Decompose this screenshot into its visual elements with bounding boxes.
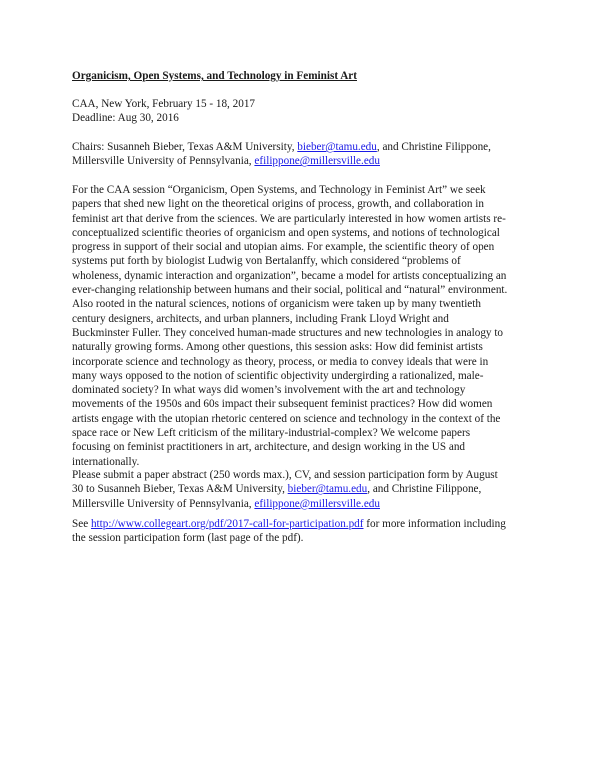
body-line: wholeness, dynamic interaction and organization”, became a model for artists conceptualizing an bbox=[72, 269, 507, 282]
document-title: Organicism, Open Systems, and Technology in Feminist Art bbox=[72, 70, 357, 82]
body-line: naturally growing forms. Among other questions, this session asks: How did feminist artists bbox=[72, 341, 483, 354]
body-line: Also rooted in the natural sciences, notions of organicism were taken up by many twentieth bbox=[72, 298, 481, 311]
chairs-line-2 bbox=[72, 154, 538, 168]
body-line: focusing on feminist practitioners in art, architecture, and design working in the US and bbox=[72, 441, 466, 454]
email-link-bieber[interactable]: bieber@tamu.edu bbox=[297, 141, 377, 153]
body-line: many ways opposed to the notion of scientific objectivity undergirding a rationalized, male- bbox=[72, 369, 484, 382]
body-line: For the CAA session “Organicism, Open Systems, and Technology in Feminist Art” we seek bbox=[72, 184, 486, 196]
event-line: CAA, New York, February 15 - 18, 2017 bbox=[72, 98, 256, 110]
submit-text: Millersville University of Pennsylvania, bbox=[72, 497, 255, 510]
submission-paragraph bbox=[72, 468, 538, 511]
body-line: systems put forth by biologist Ludwig von Bertalanffy, which considered “problems of bbox=[72, 255, 461, 268]
submit-text: 30 to Susanneh Bieber, Texas A&M University, bbox=[72, 483, 288, 496]
email-link-bieber[interactable]: bieber@tamu.edu bbox=[287, 483, 368, 496]
submit-line-3 bbox=[72, 497, 538, 511]
body-line: artists engage with the utopian rhetoric centered on science and technology in the context of the bbox=[72, 412, 501, 425]
body-line: internationally. bbox=[72, 455, 140, 468]
submit-line-1: Please submit a paper abstract (250 words max.), CV, and session participation form by August bbox=[72, 469, 498, 481]
chairs-paragraph bbox=[72, 140, 538, 169]
see-text: for more information including bbox=[363, 518, 506, 530]
body-line: dominated society? In what ways did women’s involvement with the art and technology bbox=[72, 384, 466, 397]
see-line-2: the session participation form (last page of the pdf). bbox=[72, 532, 304, 545]
body-line: incorporate science and technology as theory, process, or media to convey ideals that were in bbox=[72, 355, 489, 368]
chairs-line-1 bbox=[72, 140, 538, 154]
more-info-paragraph bbox=[72, 517, 538, 546]
body-line: space race or New Left criticism of the military-industrial-complex? We welcome papers bbox=[72, 427, 471, 440]
body-line: progress in support of their social and utopian aims. For example, the scientific theory of open bbox=[72, 241, 495, 254]
see-text: See bbox=[72, 518, 91, 530]
session-description bbox=[72, 183, 538, 469]
body-line: Buckminster Fuller. They conceived human-made structures and new technologies in analogy to bbox=[72, 326, 504, 339]
event-info bbox=[72, 97, 538, 126]
caa-pdf-link[interactable]: http://www.collegeart.org/pdf/2017-call-for-participation.pdf bbox=[90, 518, 364, 530]
see-line-1 bbox=[72, 517, 538, 531]
email-link-filippone[interactable]: efilippone@millersville.edu bbox=[254, 497, 380, 510]
body-line: papers that shed new light on the theoretical origins of process, growth, and collaboration in bbox=[72, 198, 484, 211]
body-line: century designers, architects, and urban planners, including Frank Lloyd Wright and bbox=[72, 312, 449, 325]
body-line: feminist art that derive from the sciences. We are particularly interested in how women artists re- bbox=[72, 212, 506, 225]
chairs-text: Chairs: Susanneh Bieber, Texas A&M University, bbox=[72, 141, 298, 153]
chairs-text: , and Christine Filippone, bbox=[376, 141, 491, 153]
submit-text: , and Christine Filippone, bbox=[367, 483, 482, 496]
chairs-text: Millersville University of Pennsylvania, bbox=[72, 155, 255, 168]
submit-line-2 bbox=[72, 482, 538, 496]
email-link-filippone[interactable]: efilippone@millersville.edu bbox=[254, 155, 380, 168]
deadline-line: Deadline: Aug 30, 2016 bbox=[72, 112, 179, 125]
body-line: conceptualized scientific theories of organicism and open systems, and notions of technological bbox=[72, 226, 500, 239]
body-line: movements of the 1950s and 60s impact their subsequent feminist practices? How did women bbox=[72, 398, 493, 411]
body-line: ever-changing relationship between humans and their social, political and “natural” environment. bbox=[72, 284, 508, 297]
